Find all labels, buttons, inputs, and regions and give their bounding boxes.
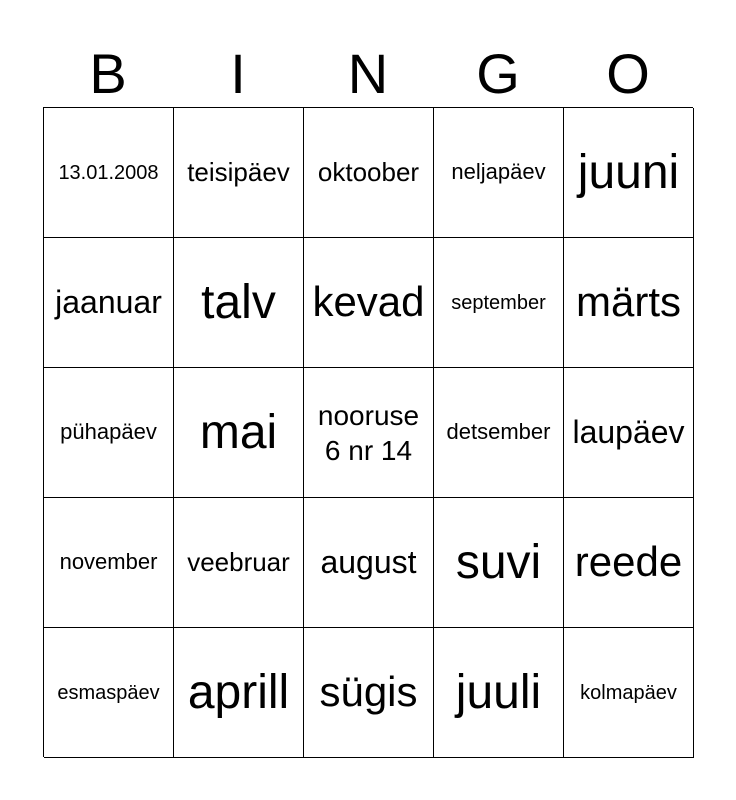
header-letter-g: G — [476, 42, 520, 105]
bingo-header — [43, 40, 693, 108]
bingo-cell: kevad — [304, 238, 434, 368]
bingo-cell: detsember — [434, 368, 564, 498]
bingo-cell: sügis — [304, 628, 434, 758]
bingo-cell: 13.01.2008 — [44, 108, 174, 238]
bingo-cell: reede — [564, 498, 694, 628]
bingo-cell: aprill — [174, 628, 304, 758]
header-letter-b: B — [89, 42, 127, 105]
bingo-cell: august — [304, 498, 434, 628]
bingo-cell: november — [44, 498, 174, 628]
bingo-cell: neljapäev — [434, 108, 564, 238]
bingo-cell: oktoober — [304, 108, 434, 238]
bingo-cell: nooruse 6 nr 14 — [304, 368, 434, 498]
bingo-cell: september — [434, 238, 564, 368]
bingo-cell: mai — [174, 368, 304, 498]
bingo-cell: talv — [174, 238, 304, 368]
bingo-cell: juuli — [434, 628, 564, 758]
bingo-cell: esmaspäev — [44, 628, 174, 758]
header-letter-o: O — [606, 42, 650, 105]
bingo-cell: veebruar — [174, 498, 304, 628]
bingo-cell: pühapäev — [44, 368, 174, 498]
bingo-cell: jaanuar — [44, 238, 174, 368]
bingo-cell: märts — [564, 238, 694, 368]
header-letter-n: N — [347, 42, 389, 105]
header-letter-i: I — [230, 42, 246, 105]
bingo-cell: kolmapäev — [564, 628, 694, 758]
bingo-cell: juuni — [564, 108, 694, 238]
bingo-cell: suvi — [434, 498, 564, 628]
bingo-cell: laupäev — [564, 368, 694, 498]
bingo-grid — [43, 107, 693, 757]
bingo-cell: teisipäev — [174, 108, 304, 238]
